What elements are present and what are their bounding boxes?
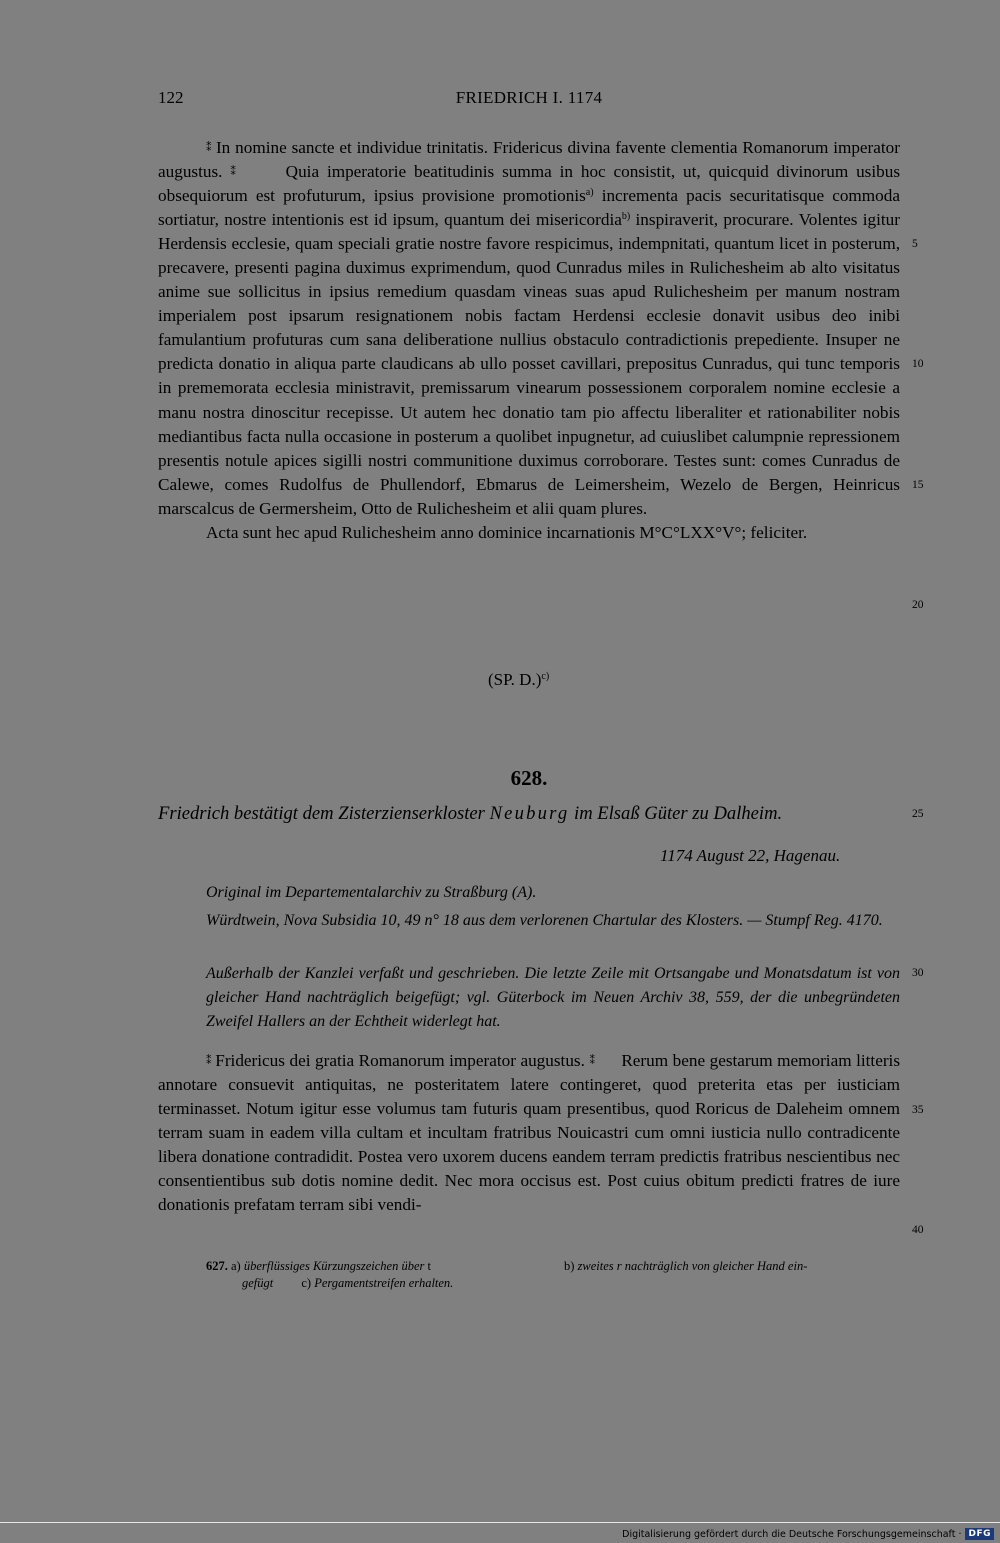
cross-icon: ⁑ [230,165,239,179]
line-number: 20 [912,599,924,611]
line-number: 5 [912,238,918,250]
charter-628-paragraph: ⁑ Fridericus dei gratia Romanorum imperator augustus. ⁑ Rerum bene gestarum memoriam litteris annotare consuevit antiquitas, ne posteritatem latere contingeret, quod preterita etas per iusticiam terminasset. Notum igitur esse volumus tam futuris quam presentibus, quod Roricus de Daleheim omnem terram suam in eadem villa cultam et incultam fratribus Nouicastri cum omni iusticia nullo contradicente libera donatione contradidit. Postea vero uxorem ducens eandem terram predictis fratribus nescientibus nec consentientibus sub dotis nomine dedit. Nec mora occisus est. Post cuius obitum predicti fratres de iure donationis prefatam terram sibi vendi- [158,1051,901,1215]
document-page: 122 FRIEDRICH I. 1174 ⁑ In nomine sancte et individue trinitatis. Fridericus divina favente clementia Romanorum imperator augustus. ⁑ Quia imperatorie beatitudinis summa in hoc consistit, ut, quicquid divinorum usibus obsequiorum est profuturum, ipsius provisione promotionis$^{a)}$ incrementa pacis securitatisque commoda sortiatur, nostre intentionis est id ipsum, quantum dei misericordia$^{b)}$ inspiraverit, procurare. Volentes igitur Herdensis ecclesie, quam speciali gratie nostre favore respicimus, indempnitati, quantum licet in posterum, precavere, presenti pagina duximus exprimendum, quod Cunradus miles in Rulichesheim ab alto visitatus anime sue sollicitus in ipsius remedium quasdam vineas suas apud Rulichesheim per manum nostram imperialem post ipsarum resignationem nobis factam Herdensi ecclesie donavit usibus deo inibi famulantium profuturas cum sana deliberatione nullius obstaculo contradictionis prepediente. Insuper ne predicta donatio in aliqua parte claudicans ab ullo posset cavillari, prepositus Cunradus, qui tunc temporis in prememorata ecclesia ministravit, premissarum vinearum possessionem corporalem nomine ecclesie a manu nostra dinoscitur recepisse. Ut autem hec donatio tam pio affectu liberaliter et rationabiliter nobis mediantibus facta nulla occasione in posterum a quolibet inpugnetur, ad cuiuslibet calumpnie repressionem presentis notule apices sigilli nostri communitione duximus corroborare. Testes sunt: comes Cunradus de Calewe, comes Rudolfus de Phullendorf, Ebmarus de Leimersheim, Wezelo de Bergen, Heinricus marscalcus de Germersheim, Otto de Rulichesheim et alii quam plures. Acta sunt hec apud Rulichesheim anno dominice incarnationis M°C°LXX°V°; feliciter. (SP. D.)$^{c)}$ 628. Friedrich bestätigt dem Zisterzienserkloster Neuburg im Elsaß Güter zu Dalheim. 1174 August 22, Hagenau. Original im Departementalarchiv zu Straßburg (A). Würdtwein, Nova Subsidia 10, 49 n° 18 aus dem verlorenen Chartular des Klosters. — Stumpf Reg. 4170. Außerhalb der Kanzlei verfaßt und geschrieben. Die letzte Zeile mit Ortsangabe und Monatsdatum ist von gleicher Hand nachträglich beigefügt; vgl. Güterbock im Neuen Archiv 38, 559, der die unbegründeten Zweifel Hallers an der Echtheit widerlegt hat. ⁑ Fridericus dei gratia Romanorum imperator augustus. ⁑ Rerum bene gestarum memoriam litteris annotare consuevit antiquitas, ne posteritatem latere contingeret, quod preterita etas per iusticiam terminasset. Notum igitur esse volumus tam futuris quam presentibus, quod Roricus de Daleheim omnem terram suam in eadem villa cultam et incultam fratribus Nouicastri cum omni iusticia nullo contradicente libera donatione contradidit. Postea vero uxorem ducens eandem terram predictis fratribus nescientibus nec consentientibus sub dotis nomine dedit. Nec mora occisus est. Post cuius obitum predicti fratres de iure donationis prefatam terram sibi vendi- 5 10 15 20 25 30 35 40 627. a) überflüssiges Kürzungszeichen über t gefügt c) Pergamentstreifen erhalten. b) zweites r nachträglich von gleicher Hand ein- Digitalisierung gefördert durch die Deutsche Forschungsgemeinschaft · DFG [0,0,1000,1543]
page-header [158,88,900,112]
source-note-3: Außerhalb der Kanzlei verfaßt und geschrieben. Die letzte Zeile mit Ortsangabe und Monatsdatum ist von gleicher Hand nachträglich beigefügt; vgl. Güterbock im Neuen Archiv 38, 559, der die unbegründeten Zweifel Hallers an der Echtheit widerlegt hat. [206,965,900,1030]
footnotes [206,1258,900,1292]
document-title: Friedrich bestätigt dem Zisterzienserkloster Neuburg im Elsaß Güter zu Dalheim. [158,803,783,824]
document-number: 628. [510,766,548,790]
document-dateline: 1174 August 22, Hagenau. [660,846,841,865]
line-number: 10 [912,358,924,370]
running-title: FRIEDRICH I. 1174 [455,88,603,107]
line-number: 30 [912,967,924,979]
line-number: 35 [912,1104,924,1116]
charter-627-paragraph-2: Acta sunt hec apud Rulichesheim anno dominice incarnationis M°C°LXX°V°; feliciter. [206,522,808,542]
footnote-marker-a: a) [585,187,594,199]
cross-icon: ⁑ [206,141,212,154]
cross-icon: ⁑ [589,1054,595,1067]
footnote-col-2: b) zweites r nachträglich von gleicher Hand ein- [564,1259,808,1273]
footnote-marker-c: c) [541,671,550,682]
charter-628-text [158,1049,900,1217]
line-number: 40 [912,1224,924,1236]
source-note-2: Würdtwein, Nova Subsidia 10, 49 n° 18 aus dem verlorenen Chartular des Klosters. — Stumpf Reg. 4170. [206,912,883,929]
dfg-logo-icon: DFG [965,1528,994,1540]
line-number: 25 [912,808,924,820]
charter-627-text [158,136,900,545]
page-number: 122 [158,88,184,107]
footnote-ref: 627. [206,1259,228,1273]
footnote-marker-b: b) [621,211,631,223]
source-note-1: Original im Departementalarchiv zu Straßburg (A). [206,884,537,901]
line-number: 15 [912,479,924,491]
cross-icon: ⁑ [206,1054,211,1067]
charter-627-paragraph-1: ⁑ In nomine sancte et individue trinitatis. Fridericus divina favente clementia Romanorum imperator augustus. ⁑ Quia imperatorie beatitudinis summa in hoc consistit, ut, quicquid divinorum usibus obsequiorum est profuturum, ipsius provisione promotionis$^{a)}$ incrementa pacis securitatisque commoda sortiatur, nostre intentionis est id ipsum, quantum dei misericordia$^{b)}$ inspiraverit, procurare. Volentes igitur Herdensis ecclesie, quam speciali gratie nostre favore respicimus, indempnitati, quantum licet in posterum, precavere, presenti pagina duximus exprimendum, quod Cunradus miles in Rulichesheim ab alto visitatus anime sue sollicitus in ipsius remedium quasdam vineas suas apud Rulichesheim per manum nostram imperialem post ipsarum resignationem nobis factam Herdensi ecclesie donavit usibus deo inibi famulantium profuturas cum sana deliberatione nullius obstaculo contradictionis prepediente. Insuper ne predicta donatio in aliqua parte claudicans ab ullo posset cavillari, prepositus Cunradus, qui tunc temporis in prememorata ecclesia ministravit, premissarum vinearum possessionem corporalem nomine ecclesie a manu nostra dinoscitur recepisse. Ut autem hec donatio tam pio affectu liberaliter et rationabiliter nobis mediantibus facta nulla occasione in posterum a quolibet inpugnetur, ad cuiuslibet calumpnie repressionem presentis notule apices sigilli nostri communitione duximus corroborare. Testes sunt: comes Cunradus de Calewe, comes Rudolfus de Phullendorf, Ebmarus de Leimersheim, Wezelo de Bergen, Heinricus marscalcus de Germersheim, Otto de Rulichesheim et alii quam plures. [158,138,901,518]
footnote-col-1: 627. a) überflüssiges Kürzungszeichen über t gefügt c) Pergamentstreifen erhalten. [206,1259,454,1290]
footer-credit: Digitalisierung gefördert durch die Deutsche Forschungsgemeinschaft · DFG [622,1525,994,1543]
footer-divider [0,1522,1000,1523]
